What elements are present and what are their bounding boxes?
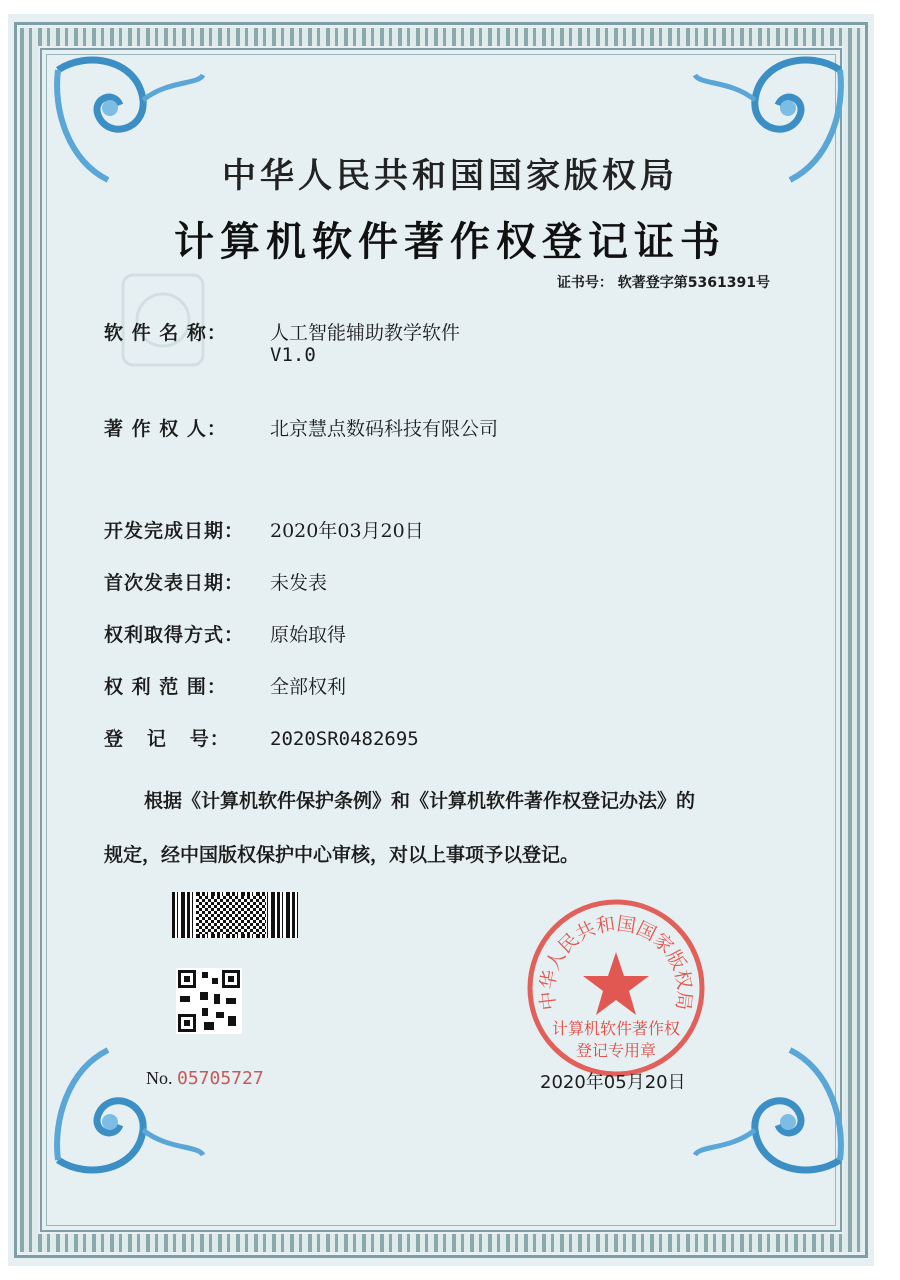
certificate-number-value: 软著登字第5361391号 [617,275,770,291]
field-acquisition-method [104,620,346,647]
field-first-publication-date [104,568,327,595]
field-copyright-owner [104,414,498,441]
field-label: 权利取得方式： [104,624,245,646]
corner-ornament-bottom-left [48,1040,208,1180]
field-label: 软 件 名 称： [104,322,227,344]
field-value-version: V1.0 [270,344,316,366]
field-software-name [104,318,460,345]
field-value: 2020SR0482695 [270,728,419,750]
barcode [172,892,298,938]
field-registration-number [104,724,419,751]
field-value: 人工智能辅助教学软件 [270,322,461,344]
field-value: 2020年03月20日 [270,520,424,542]
issue-date: 2020年05月20日 [540,1072,686,1093]
certificate-number [557,272,770,292]
field-completion-date [104,516,424,543]
field-label: 首次发表日期： [104,572,245,594]
seal-star-icon [583,952,649,1015]
field-value: 原始取得 [270,624,347,646]
certificate-number-label: 证书号： [556,275,613,291]
field-label: 开发完成日期： [104,520,245,542]
field-value: 全部权利 [270,676,347,698]
seal-arc-text: 中华人民共和国国家版权局 [536,912,696,1012]
statement-line-1: 根据《计算机软件保护条例》和《计算机软件著作权登记办法》的 [144,790,696,812]
official-seal [524,896,708,1080]
field-label: 登 记 号： [104,728,230,750]
serial-prefix: No. [146,1068,173,1088]
statement-line-2: 规定，经中国版权保护中心审核，对以上事项予以登记。 [104,844,580,866]
certificate-title: 计算机软件著作权登记证书 [174,218,726,265]
field-software-version [270,344,316,366]
field-value: 未发表 [270,572,328,594]
field-value: 北京慧点数码科技有限公司 [270,418,499,440]
corner-ornament-bottom-right [690,1040,850,1180]
field-label: 权 利 范 围： [104,676,227,698]
field-rights-scope [104,672,346,699]
seal-line-2: 登记专用章 [575,1041,657,1060]
seal-line-1: 计算机软件著作权 [551,1019,681,1038]
serial-value: 05705727 [177,1068,264,1089]
issuer-title: 中华人民共和国国家版权局 [222,156,678,196]
serial-number [146,1068,264,1089]
field-label: 著 作 权 人： [104,418,227,440]
qr-code [176,968,242,1034]
